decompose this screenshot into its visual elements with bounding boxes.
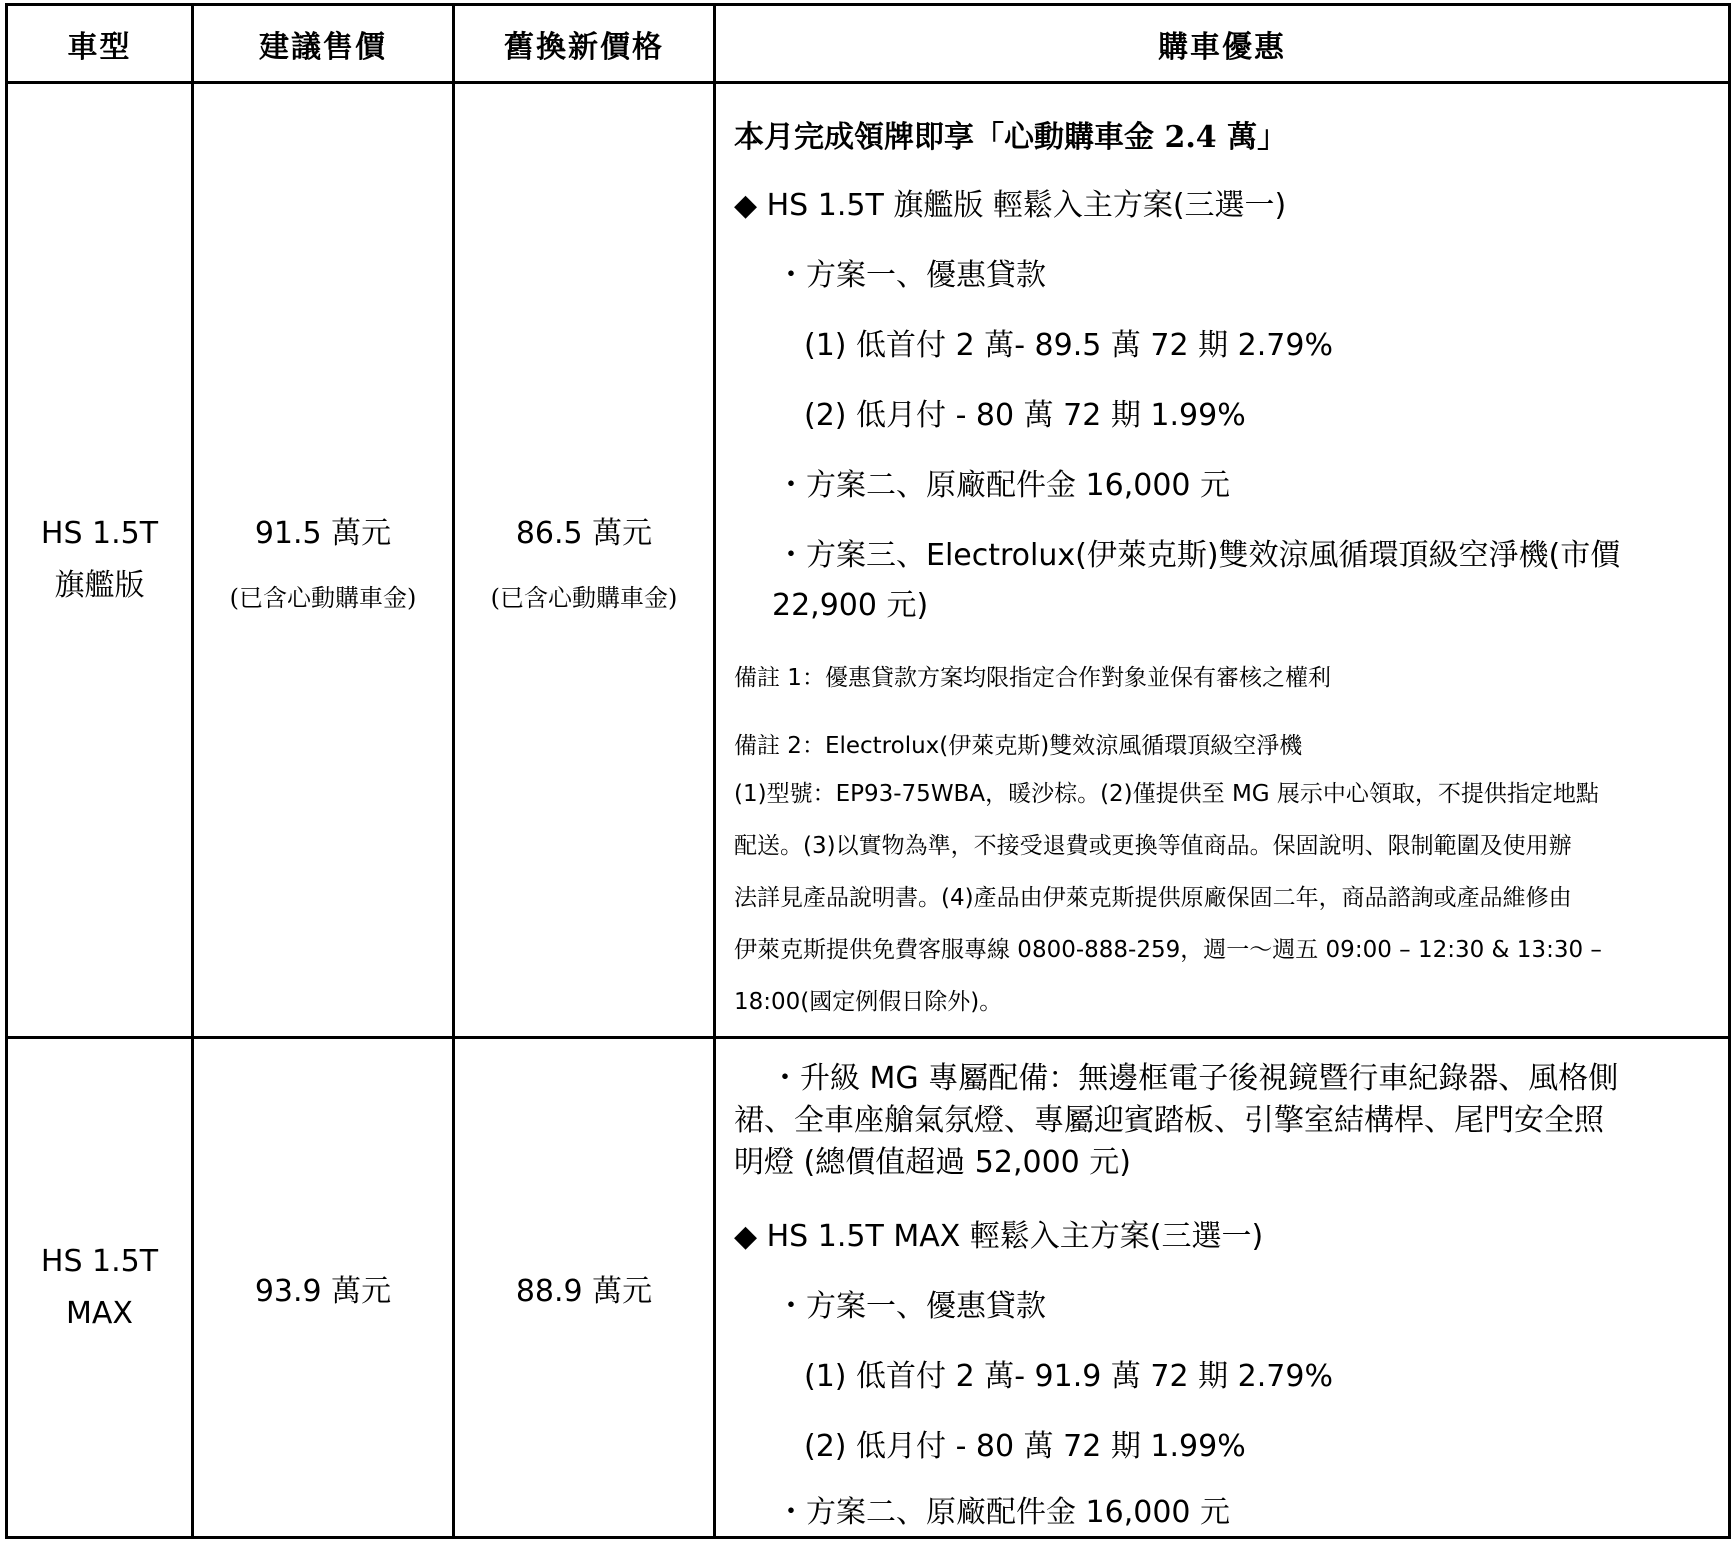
row1-msrp bbox=[194, 84, 452, 1036]
row1-offers bbox=[734, 84, 1724, 1036]
row1-note2-line4: 法詳見產品說明書。(4)產品由伊萊克斯提供原廠保固二年，商品諮詢或產品維修由 bbox=[734, 885, 1572, 911]
row2-model-line1: HS 1.5T bbox=[40, 1243, 159, 1279]
row1-plan3-line1: ・方案三、Electrolux(伊萊克斯)雙效涼風循環頂級空淨機(市價 bbox=[776, 538, 1621, 573]
row1-model-line1: HS 1.5T bbox=[40, 516, 159, 551]
row1-note2-line6: 18:00(國定例假日除外)。 bbox=[734, 989, 1003, 1015]
table-col-divider-3 bbox=[713, 3, 716, 1539]
row1-plan1-b: (2) 低月付 - 80 萬 72 期 1.99% bbox=[804, 398, 1246, 433]
row1-note2-line1: 備註 2：Electrolux(伊萊克斯)雙效涼風循環頂級空淨機 bbox=[734, 733, 1303, 759]
row1-plan2: ・方案二、原廠配件金 16,000 元 bbox=[776, 468, 1231, 503]
header-model: 車型 bbox=[67, 29, 132, 65]
row2-plan1-a: (1) 低首付 2 萬- 91.9 萬 72 期 2.79% bbox=[804, 1359, 1333, 1394]
row1-offer-headline: 本月完成領牌即享「心動購車金 2.4 萬」 bbox=[734, 120, 1288, 155]
row1-note2-line3: 配送。(3)以實物為準，不接受退費或更換等值商品。保固說明、限制範圍及使用辦 bbox=[734, 833, 1572, 859]
row2-msrp-value: 93.9 萬元 bbox=[254, 1273, 392, 1309]
row1-msrp-note: (已含心動購車金) bbox=[229, 583, 417, 612]
table-border-bottom bbox=[5, 1536, 1731, 1539]
row2-plan-title: ◆ HS 1.5T MAX 輕鬆入主方案(三選一) bbox=[734, 1219, 1264, 1254]
row2-model-line2: MAX bbox=[66, 1295, 133, 1331]
row2-plan1: ・方案一、優惠貸款 bbox=[776, 1289, 1046, 1324]
row2-offers bbox=[734, 1039, 1724, 1536]
row2-upgrade-line2: 裙、全車座艙氣氛燈、專屬迎賓踏板、引擎室結構桿、尾門安全照 bbox=[734, 1103, 1604, 1138]
row1-tradein-value: 86.5 萬元 bbox=[515, 515, 653, 551]
header-tradein: 舊換新價格 bbox=[504, 29, 664, 65]
row2-upgrade-line1: ・升級 MG 專屬配備：無邊框電子後視鏡暨行車紀錄器、風格側 bbox=[770, 1061, 1619, 1096]
table-border-right bbox=[1728, 3, 1731, 1539]
row1-tradein bbox=[455, 84, 713, 1036]
header-offers: 購車優惠 bbox=[1158, 29, 1286, 65]
row1-note2-line2: (1)型號：EP93-75WBA，暖沙棕。(2)僅提供至 MG 展示中心領取，不提供指定地點 bbox=[734, 781, 1599, 807]
row1-note2-line5: 伊萊克斯提供免費客服專線 0800-888-259，週一～週五 09:00 – 12:30 & 13:30 – bbox=[734, 937, 1602, 963]
row1-plan1-a: (1) 低首付 2 萬- 89.5 萬 72 期 2.79% bbox=[804, 328, 1333, 363]
row2-model bbox=[8, 1039, 191, 1536]
row1-plan3-line2: 22,900 元) bbox=[772, 588, 929, 623]
row2-upgrade-line3: 明燈 (總價值超過 52,000 元) bbox=[734, 1145, 1131, 1180]
row2-plan1-b: (2) 低月付 - 80 萬 72 期 1.99% bbox=[804, 1429, 1246, 1464]
row1-tradein-note: (已含心動購車金) bbox=[490, 583, 678, 612]
row2-plan2: ・方案二、原廠配件金 16,000 元 bbox=[776, 1495, 1231, 1530]
row1-plan1: ・方案一、優惠貸款 bbox=[776, 258, 1046, 293]
row1-plan-title: ◆ HS 1.5T 旗艦版 輕鬆入主方案(三選一) bbox=[734, 188, 1287, 223]
row1-model bbox=[8, 84, 191, 1036]
header-msrp: 建議售價 bbox=[259, 29, 387, 65]
row1-model-line2: 旗艦版 bbox=[54, 568, 145, 603]
row2-tradein-value: 88.9 萬元 bbox=[515, 1273, 653, 1309]
row1-note1: 備註 1：優惠貸款方案均限指定合作對象並保有審核之權利 bbox=[734, 665, 1331, 691]
row2-tradein bbox=[455, 1039, 713, 1536]
row1-msrp-value: 91.5 萬元 bbox=[254, 515, 392, 551]
row2-msrp bbox=[194, 1039, 452, 1536]
